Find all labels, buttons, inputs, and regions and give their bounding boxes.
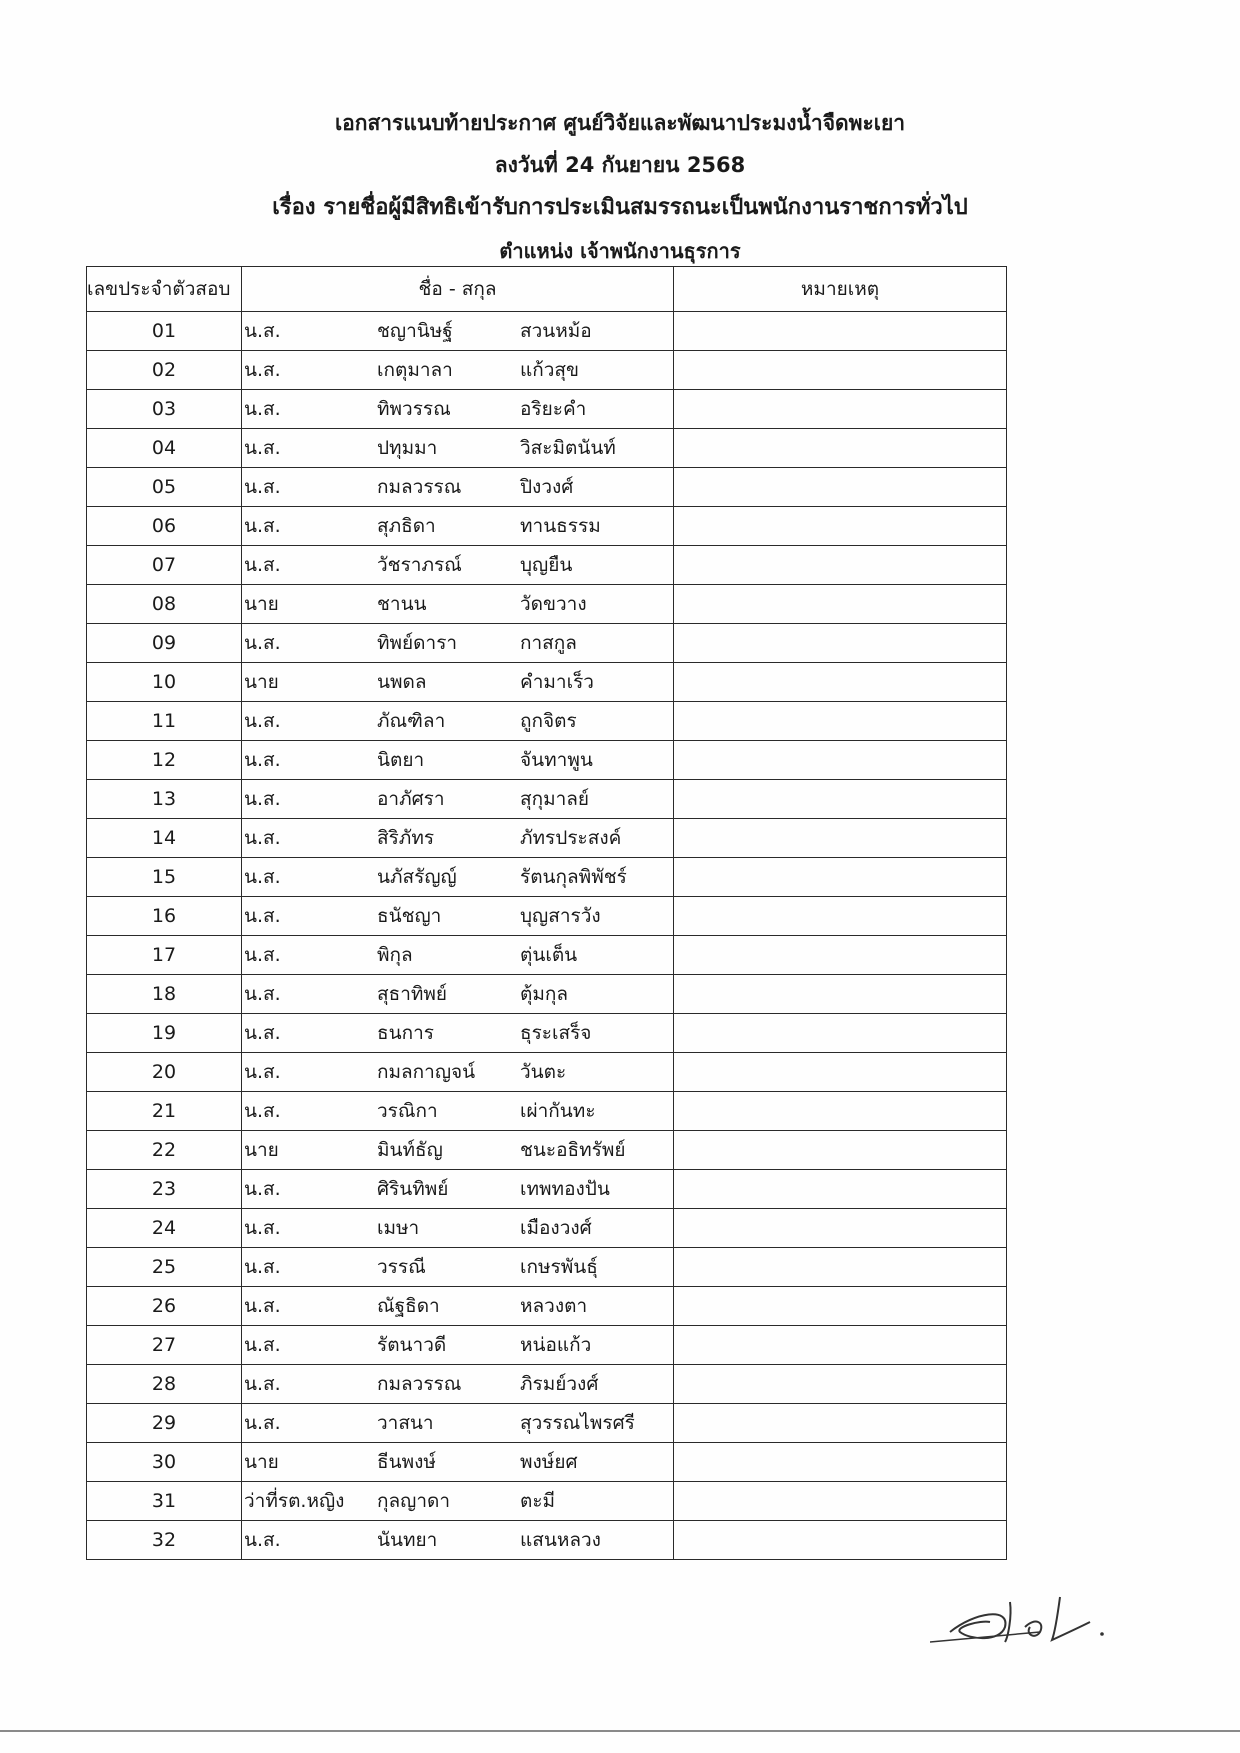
full-name-cell [242,741,674,780]
remark-cell [674,1092,1007,1131]
table-row [87,1365,1007,1404]
scan-bottom-edge [0,1730,1240,1732]
last-name: ถูกจิตร [520,710,577,732]
table-row [87,468,1007,507]
name-prefix: น.ส. [244,320,281,342]
last-name: กาสกูล [520,632,577,654]
exam-id-cell: 17 [87,936,242,975]
table-row [87,624,1007,663]
remark-cell [674,624,1007,663]
name-prefix: น.ส. [244,632,281,654]
name-prefix: น.ส. [244,437,281,459]
name-prefix: น.ส. [244,554,281,576]
header-date: ลงวันที่ 24 กันยายน 2568 [494,153,746,177]
exam-id-cell: 12 [87,741,242,780]
last-name: แก้วสุข [520,359,580,381]
exam-id-cell: 07 [87,546,242,585]
remark-cell [674,546,1007,585]
name-prefix: นาย [244,1139,279,1161]
first-name: เมษา [377,1217,420,1239]
last-name: ภัทรประสงค์ [520,827,622,849]
first-name: วัชราภรณ์ [377,554,462,576]
remark-cell [674,1053,1007,1092]
header-position: ตำแหน่ง เจ้าพนักงานธุรการ [499,239,741,263]
last-name: จันทาพูน [520,749,593,771]
first-name: วาสนา [377,1412,434,1434]
first-name: กุลญาดา [377,1490,451,1512]
table-row [87,1131,1007,1170]
table-row [87,1092,1007,1131]
table-row [87,741,1007,780]
full-name-cell [242,702,674,741]
first-name: นันทยา [377,1529,438,1551]
first-name: กมลวรรณ [377,476,462,498]
table-row [87,897,1007,936]
name-prefix: ว่าที่รต.หญิง [244,1490,345,1512]
remark-cell [674,1521,1007,1560]
full-name-cell [242,1404,674,1443]
last-name: เมืองวงศ์ [520,1217,592,1239]
first-name: รัตนาวดี [377,1334,447,1356]
last-name: เทพทองปัน [520,1178,610,1200]
table-row [87,1053,1007,1092]
full-name-cell [242,897,674,936]
name-prefix: น.ส. [244,944,281,966]
first-name: วรณิกา [377,1100,438,1122]
remark-cell [674,1170,1007,1209]
last-name: ภิรมย์วงศ์ [520,1373,599,1395]
exam-id-cell: 21 [87,1092,242,1131]
table-row [87,1482,1007,1521]
full-name-cell [242,1365,674,1404]
first-name: ชญานิษฐ์ [377,320,453,342]
remark-cell [674,1209,1007,1248]
table-row [87,312,1007,351]
table-row [87,390,1007,429]
name-prefix: น.ส. [244,1334,281,1356]
table-body [87,312,1007,1560]
exam-id-cell: 30 [87,1443,242,1482]
last-name: ตะมี [520,1490,556,1512]
first-name: สุภธิดา [377,515,436,537]
last-name: สวนหม้อ [520,320,592,342]
first-name: เกตุมาลา [377,359,453,381]
exam-id-cell: 03 [87,390,242,429]
last-name: บุญยืน [520,554,573,576]
table-row [87,819,1007,858]
first-name: ธนัชญา [377,905,442,927]
name-prefix: น.ส. [244,1412,281,1434]
remark-cell [674,390,1007,429]
full-name-cell [242,468,674,507]
last-name: หน่อแก้ว [520,1334,592,1356]
exam-id-cell: 13 [87,780,242,819]
first-name: ภัณฑิลา [377,710,446,732]
first-name: กมลวรรณ [377,1373,462,1395]
remark-cell [674,897,1007,936]
exam-id-cell: 26 [87,1287,242,1326]
remark-cell [674,741,1007,780]
exam-id-cell: 25 [87,1248,242,1287]
full-name-cell [242,624,674,663]
full-name-cell [242,351,674,390]
remark-cell [674,819,1007,858]
full-name-cell [242,1014,674,1053]
full-name-cell [242,312,674,351]
exam-id-cell: 08 [87,585,242,624]
name-prefix: น.ส. [244,515,281,537]
first-name: ณัฐธิดา [377,1295,440,1317]
exam-id-cell: 01 [87,312,242,351]
exam-id-cell: 27 [87,1326,242,1365]
remark-cell [674,858,1007,897]
full-name-cell [242,390,674,429]
name-prefix: นาย [244,593,279,615]
remark-cell [674,1482,1007,1521]
first-name: สุธาทิพย์ [377,983,448,1005]
table-row [87,1521,1007,1560]
table-row [87,1404,1007,1443]
first-name: ธนการ [377,1022,434,1044]
full-name-cell [242,663,674,702]
candidate-table [86,266,1007,1560]
table-header-row [87,267,1007,312]
full-name-cell [242,1443,674,1482]
first-name: นพดล [377,671,427,693]
name-prefix: น.ส. [244,1217,281,1239]
name-prefix: น.ส. [244,749,281,771]
full-name-cell [242,1170,674,1209]
remark-cell [674,702,1007,741]
remark-cell [674,351,1007,390]
first-name: พิกุล [377,944,413,966]
name-prefix: นาย [244,1451,279,1473]
table-row [87,507,1007,546]
name-prefix: น.ส. [244,827,281,849]
exam-id-cell: 10 [87,663,242,702]
table-row [87,546,1007,585]
full-name-cell [242,1521,674,1560]
table-row [87,1209,1007,1248]
table-row [87,780,1007,819]
last-name: เผ่ากันทะ [520,1100,596,1122]
full-name-cell [242,975,674,1014]
name-prefix: น.ส. [244,1178,281,1200]
last-name: เกษรพันธุ์ [520,1256,598,1278]
exam-id-cell: 09 [87,624,242,663]
exam-id-cell: 24 [87,1209,242,1248]
name-prefix: น.ส. [244,1295,281,1317]
full-name-cell [242,1053,674,1092]
name-prefix: นาย [244,671,279,693]
exam-id-cell: 18 [87,975,242,1014]
exam-id-cell: 04 [87,429,242,468]
exam-id-cell: 19 [87,1014,242,1053]
remark-cell [674,1365,1007,1404]
full-name-cell [242,858,674,897]
table-row [87,1287,1007,1326]
header-subject: เรื่อง รายชื่อผู้มีสิทธิเข้ารับการประเมินสมรรถนะเป็นพนักงานราชการทั่วไป [272,195,968,220]
first-name: ชานน [377,593,427,615]
full-name-cell [242,585,674,624]
exam-id-cell: 22 [87,1131,242,1170]
table-row [87,1443,1007,1482]
full-name-cell [242,1131,674,1170]
name-prefix: น.ส. [244,398,281,420]
header-remark: หมายเหตุ [674,267,1007,312]
full-name-cell [242,1092,674,1131]
full-name-cell [242,780,674,819]
signature [930,1582,1130,1652]
last-name: พงษ์ยศ [520,1451,578,1473]
first-name: ทิพย์ดารา [377,632,458,654]
name-prefix: น.ส. [244,359,281,381]
first-name: มินท์ธัญ [377,1139,443,1161]
remark-cell [674,312,1007,351]
remark-cell [674,1287,1007,1326]
name-prefix: น.ส. [244,905,281,927]
exam-id-cell: 31 [87,1482,242,1521]
table-row [87,858,1007,897]
table-row [87,702,1007,741]
table-row [87,1014,1007,1053]
last-name: คำมาเร็ว [520,671,594,693]
last-name: วิสะมิตนันท์ [520,437,616,459]
last-name: วัดขวาง [520,593,587,615]
name-prefix: น.ส. [244,710,281,732]
first-name: กมลกาญจน์ [377,1061,476,1083]
exam-id-cell: 23 [87,1170,242,1209]
last-name: รัตนกุลพิพัชร์ [520,866,627,888]
exam-id-cell: 16 [87,897,242,936]
exam-id-cell: 29 [87,1404,242,1443]
exam-id-cell: 06 [87,507,242,546]
name-prefix: น.ส. [244,476,281,498]
first-name: ธีนพงษ์ [377,1451,436,1473]
table-row [87,936,1007,975]
remark-cell [674,429,1007,468]
name-prefix: น.ส. [244,1373,281,1395]
exam-id-cell: 15 [87,858,242,897]
remark-cell [674,663,1007,702]
full-name-cell [242,936,674,975]
full-name-cell [242,1482,674,1521]
first-name: สิริภัทร [377,827,435,849]
remark-cell [674,1248,1007,1287]
last-name: สุวรรณไพรศรี [520,1412,635,1434]
remark-cell [674,1404,1007,1443]
last-name: วันตะ [520,1061,567,1083]
first-name: อาภัศรา [377,788,445,810]
full-name-cell [242,546,674,585]
name-prefix: น.ส. [244,1061,281,1083]
last-name: ปิงวงศ์ [520,476,574,498]
last-name: ชนะอธิทรัพย์ [520,1139,626,1161]
table-row [87,1326,1007,1365]
name-prefix: น.ส. [244,1100,281,1122]
exam-id-cell: 28 [87,1365,242,1404]
remark-cell [674,1326,1007,1365]
last-name: ธุระเสร็จ [520,1022,592,1044]
full-name-cell [242,819,674,858]
header-full-name: ชื่อ - สกุล [242,267,674,312]
first-name: ปทุมมา [377,437,438,459]
exam-id-cell: 02 [87,351,242,390]
full-name-cell [242,1209,674,1248]
remark-cell [674,936,1007,975]
first-name: วรรณี [377,1256,426,1278]
table-row [87,975,1007,1014]
first-name: นิตยา [377,749,425,771]
name-prefix: น.ส. [244,1256,281,1278]
remark-cell [674,975,1007,1014]
last-name: ทานธรรม [520,515,601,537]
table-row [87,429,1007,468]
name-prefix: น.ส. [244,1529,281,1551]
full-name-cell [242,429,674,468]
last-name: สุกุมาลย์ [520,788,590,810]
exam-id-cell: 32 [87,1521,242,1560]
last-name: ตุ่นเต็น [520,944,578,966]
table-row [87,585,1007,624]
last-name: อริยะคำ [520,398,587,420]
first-name: นภัสรัญญ์ [377,866,457,888]
full-name-cell [242,1287,674,1326]
name-prefix: น.ส. [244,1022,281,1044]
remark-cell [674,1014,1007,1053]
remark-cell [674,1443,1007,1482]
full-name-cell [242,507,674,546]
exam-id-cell: 05 [87,468,242,507]
header-exam-id: เลขประจำตัวสอบ [87,267,242,312]
first-name: ศิรินทิพย์ [377,1178,449,1200]
name-prefix: น.ส. [244,866,281,888]
exam-id-cell: 20 [87,1053,242,1092]
last-name: บุญสารวัง [520,905,601,927]
first-name: ทิพวรรณ [377,398,451,420]
table-row [87,351,1007,390]
remark-cell [674,780,1007,819]
remark-cell [674,585,1007,624]
header-line-1: เอกสารแนบท้ายประกาศ ศูนย์วิจัยและพัฒนาประมงน้ำจืดพะเยา [334,111,906,135]
last-name: หลวงตา [520,1295,588,1317]
remark-cell [674,468,1007,507]
exam-id-cell: 11 [87,702,242,741]
full-name-cell [242,1248,674,1287]
table-row [87,663,1007,702]
name-prefix: น.ส. [244,983,281,1005]
table-row [87,1248,1007,1287]
table-row [87,1170,1007,1209]
name-prefix: น.ส. [244,788,281,810]
last-name: แสนหลวง [520,1529,601,1551]
remark-cell [674,507,1007,546]
exam-id-cell: 14 [87,819,242,858]
last-name: ตุ้มกุล [520,983,569,1005]
full-name-cell [242,1326,674,1365]
remark-cell [674,1131,1007,1170]
